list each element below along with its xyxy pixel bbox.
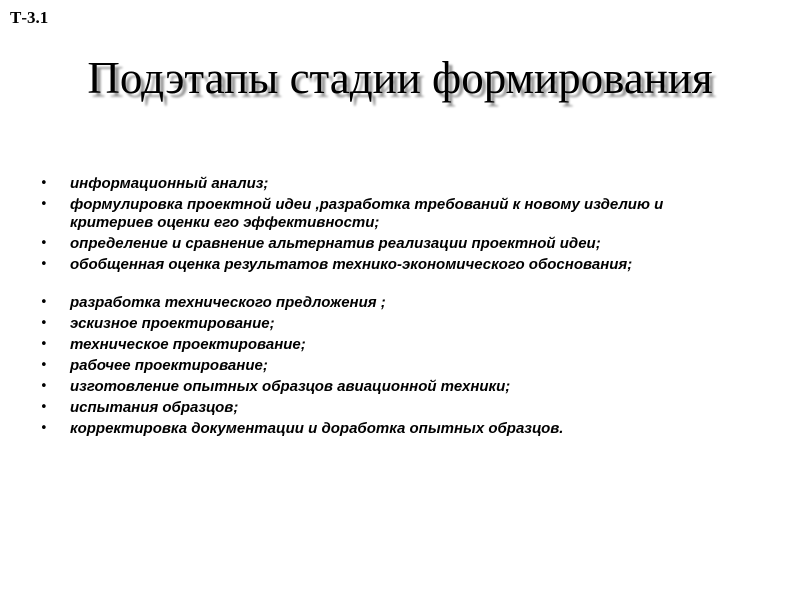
bullet-icon: • — [40, 236, 48, 251]
bullet-icon: • — [40, 295, 48, 310]
list-item — [40, 378, 690, 396]
list-item-text: обобщенная оценка результатов технико-экономического обоснования; — [70, 256, 633, 273]
list-item-text: техническое проектирование; — [70, 336, 306, 353]
list-item-text: испытания образцов; — [70, 399, 239, 416]
list-item-text: изготовление опытных образцов авиационной техники; — [70, 378, 511, 395]
bullet-icon: • — [40, 316, 48, 331]
list-item — [40, 235, 690, 253]
bullet-icon: • — [40, 337, 48, 352]
list-item-text: информационный анализ; — [70, 175, 269, 192]
slide-code: Т-3.1 — [10, 8, 49, 27]
list-item — [40, 256, 690, 274]
bullet-icon: • — [40, 400, 48, 415]
bullet-icon: • — [40, 176, 48, 191]
bullet-list — [40, 175, 740, 441]
list-item — [40, 336, 690, 354]
list-item — [40, 196, 700, 232]
list-item-text: рабочее проектирование; — [70, 357, 268, 374]
list-item — [40, 294, 690, 312]
list-spacer — [40, 277, 740, 294]
list-item — [40, 357, 690, 375]
list-item-text: корректировка документации и доработка опытных образцов. — [70, 420, 564, 437]
slide-title: Подэтапы стадии формирования — [87, 53, 713, 103]
list-item-text: эскизное проектирование; — [70, 315, 275, 332]
list-item-text: разработка технического предложения ; — [70, 294, 386, 311]
list-item — [40, 399, 690, 417]
bullet-icon: • — [40, 257, 48, 272]
list-item — [40, 315, 690, 333]
bullet-icon: • — [40, 358, 48, 373]
bullet-icon: • — [40, 379, 48, 394]
bullet-icon: • — [40, 197, 48, 212]
list-item — [40, 420, 690, 438]
list-item — [40, 175, 690, 193]
list-item-text: определение и сравнение альтернатив реализации проектной идеи; — [70, 235, 601, 252]
bullet-icon: • — [40, 421, 48, 436]
list-item-text: формулировка проектной идеи ,разработка требований к новому изделию и критериев оценки его эффективности; — [70, 196, 664, 231]
